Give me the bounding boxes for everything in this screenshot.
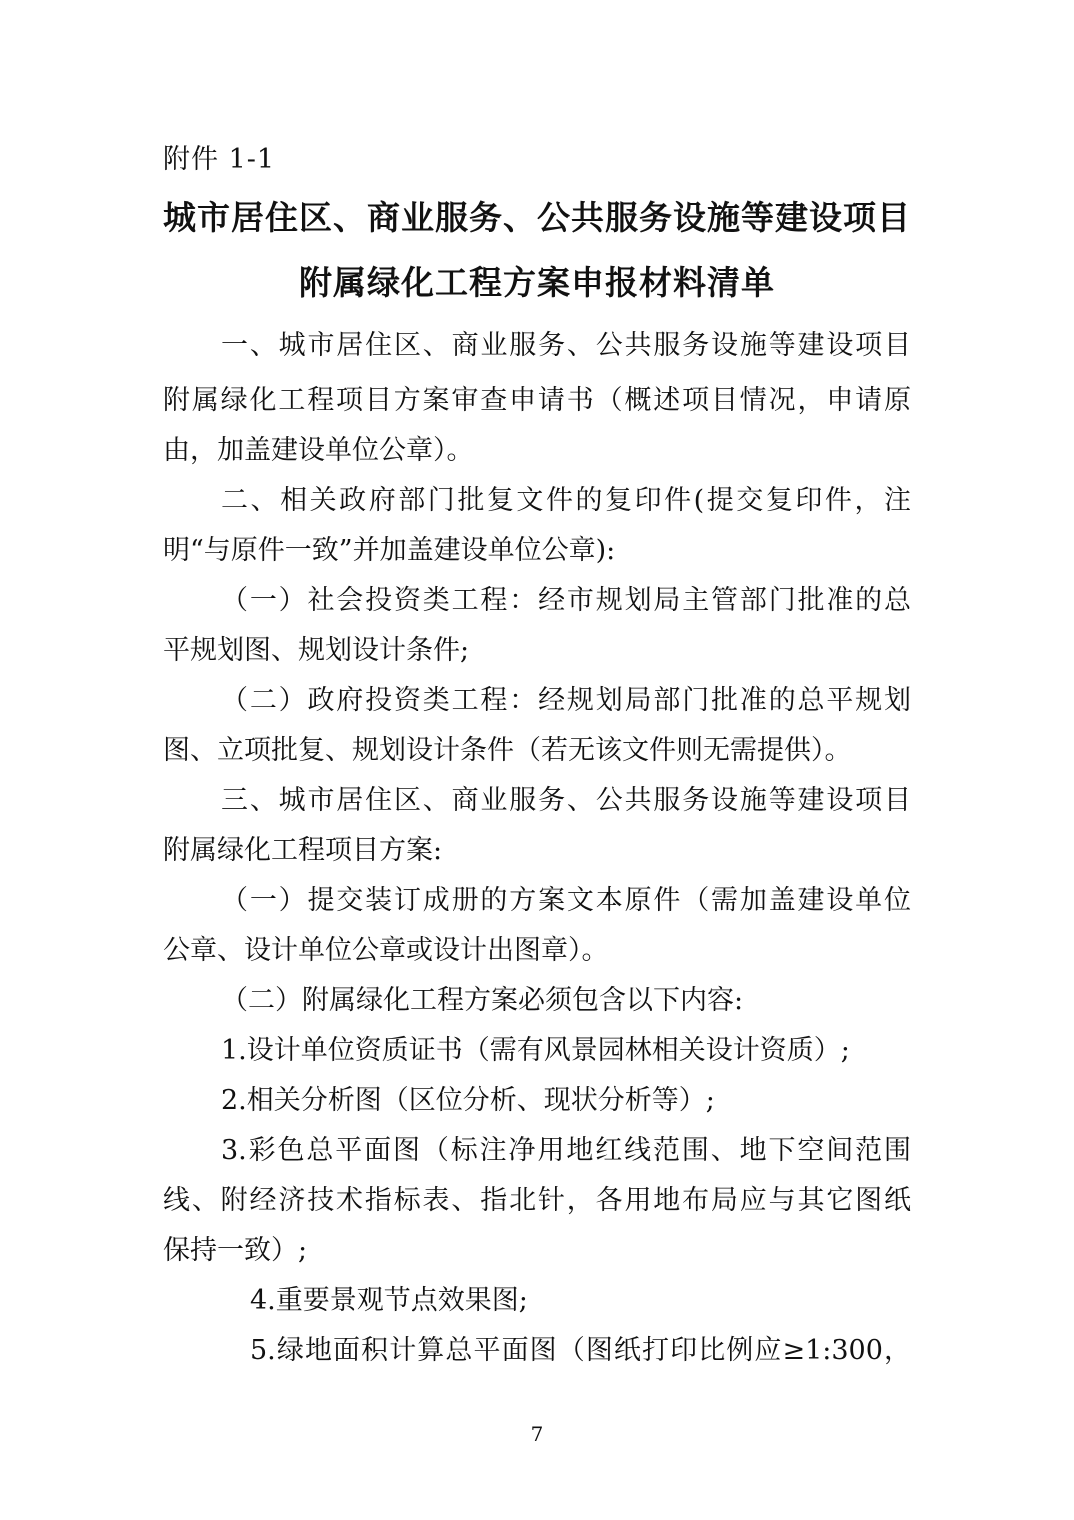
body-line: 由，加盖建设单位公章）。 (163, 435, 474, 466)
annex-label: 附件 1-1 (163, 144, 276, 175)
body-line: 5.绿地面积计算总平面图（图纸打印比例应≥1:300， (250, 1335, 911, 1366)
body-line: 2.相关分析图（区位分析、现状分析等）; (221, 1085, 715, 1116)
body-line: （二）政府投资类工程：经规划局部门批准的总平规划 (221, 685, 911, 716)
body-line: 附属绿化工程项目方案: (163, 835, 443, 866)
body-line: 线、附经济技术指标表、指北针，各用地布局应与其它图纸 (163, 1185, 911, 1216)
document-title-line-2: 附属绿化工程方案申报材料清单 (299, 263, 775, 302)
body-line: 图、立项批复、规划设计条件（若无该文件则无需提供）。 (163, 735, 852, 766)
body-line: 保持一致）; (163, 1235, 308, 1266)
body-line: 三、城市居住区、商业服务、公共服务设施等建设项目 (221, 785, 911, 816)
body-line: （一）社会投资类工程：经市规划局主管部门批准的总 (221, 585, 911, 616)
body-line: 二、相关政府部门批复文件的复印件(提交复印件，注 (221, 485, 911, 516)
body-line: 公章、设计单位公章或设计出图章）。 (163, 935, 609, 966)
body-line: 4.重要景观节点效果图; (250, 1285, 528, 1316)
body-line: 3.彩色总平面图（标注净用地红线范围、地下空间范围 (221, 1135, 911, 1166)
body-line: （一）提交装订成册的方案文本原件（需加盖建设单位 (221, 885, 911, 916)
body-line: （二）附属绿化工程方案必须包含以下内容: (221, 985, 744, 1016)
page-number: 7 (530, 1422, 544, 1446)
document-title-line-1: 城市居住区、商业服务、公共服务设施等建设项目 (163, 198, 911, 237)
body-line: 1.设计单位资质证书（需有风景园林相关设计资质）; (221, 1035, 850, 1066)
body-line: 一、城市居住区、商业服务、公共服务设施等建设项目 (221, 330, 911, 361)
body-line: 明“与原件一致”并加盖建设单位公章): (163, 535, 616, 566)
body-line: 平规划图、规划设计条件; (163, 635, 470, 666)
body-line: 附属绿化工程项目方案审查申请书（概述项目情况，申请原 (163, 385, 911, 416)
